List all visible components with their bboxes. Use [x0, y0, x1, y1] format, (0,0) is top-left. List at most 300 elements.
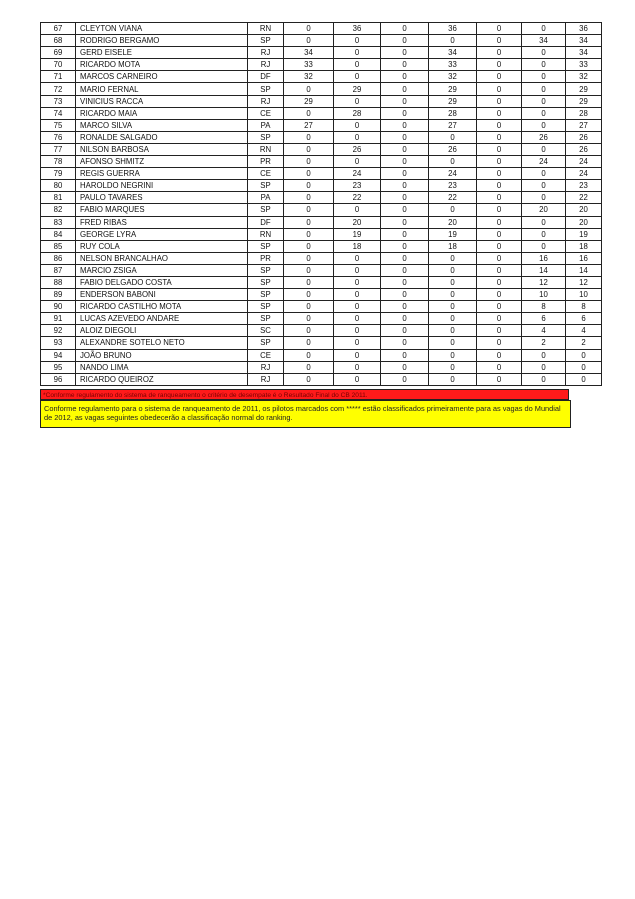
table-row: [41, 252, 602, 264]
table-row: [41, 216, 602, 228]
score-4-cell: 0: [477, 59, 522, 71]
score-2-cell: 36: [334, 23, 381, 35]
score-1-cell: 0: [284, 289, 334, 301]
pilot-name-cell: NELSON BRANCALHAO: [76, 252, 248, 264]
score-1-cell: 0: [284, 264, 334, 276]
pilot-name-cell: RICARDO MAIA: [76, 107, 248, 119]
subtotal-cell: 28: [429, 107, 477, 119]
score-5-cell: 0: [522, 95, 566, 107]
rank-cell: 82: [41, 204, 76, 216]
score-1-cell: 0: [284, 131, 334, 143]
rank-cell: 91: [41, 313, 76, 325]
score-3-cell: 0: [381, 349, 429, 361]
score-3-cell: 0: [381, 107, 429, 119]
score-4-cell: 0: [477, 83, 522, 95]
score-1-cell: 0: [284, 301, 334, 313]
score-3-cell: 0: [381, 264, 429, 276]
score-4-cell: 0: [477, 361, 522, 373]
state-cell: RJ: [248, 95, 284, 107]
score-4-cell: 0: [477, 216, 522, 228]
score-3-cell: 0: [381, 216, 429, 228]
total-cell: 29: [566, 95, 602, 107]
subtotal-cell: 0: [429, 349, 477, 361]
table-row: [41, 83, 602, 95]
score-1-cell: 0: [284, 325, 334, 337]
total-cell: 20: [566, 216, 602, 228]
state-cell: SP: [248, 276, 284, 288]
score-5-cell: 12: [522, 276, 566, 288]
subtotal-cell: 26: [429, 143, 477, 155]
score-5-cell: 8: [522, 301, 566, 313]
table-row: [41, 131, 602, 143]
score-3-cell: 0: [381, 35, 429, 47]
score-3-cell: 0: [381, 373, 429, 385]
score-3-cell: 0: [381, 71, 429, 83]
rank-cell: 88: [41, 276, 76, 288]
pilot-name-cell: RICARDO CASTILHO MOTA: [76, 301, 248, 313]
total-cell: 22: [566, 192, 602, 204]
table-row: [41, 143, 602, 155]
rank-cell: 81: [41, 192, 76, 204]
score-5-cell: 20: [522, 204, 566, 216]
total-cell: 34: [566, 35, 602, 47]
rank-cell: 69: [41, 47, 76, 59]
score-1-cell: 0: [284, 240, 334, 252]
rank-cell: 94: [41, 349, 76, 361]
rank-cell: 93: [41, 337, 76, 349]
state-cell: RJ: [248, 59, 284, 71]
state-cell: RN: [248, 143, 284, 155]
score-5-cell: 0: [522, 216, 566, 228]
state-cell: PR: [248, 156, 284, 168]
score-1-cell: 0: [284, 252, 334, 264]
table-row: [41, 107, 602, 119]
pilot-name-cell: FRED RIBAS: [76, 216, 248, 228]
score-1-cell: 29: [284, 95, 334, 107]
total-cell: 0: [566, 349, 602, 361]
score-1-cell: 0: [284, 143, 334, 155]
score-2-cell: 28: [334, 107, 381, 119]
score-1-cell: 0: [284, 276, 334, 288]
score-2-cell: 0: [334, 252, 381, 264]
score-2-cell: 0: [334, 373, 381, 385]
rank-cell: 75: [41, 119, 76, 131]
score-2-cell: 0: [334, 264, 381, 276]
score-5-cell: 4: [522, 325, 566, 337]
score-3-cell: 0: [381, 313, 429, 325]
subtotal-cell: 20: [429, 216, 477, 228]
score-2-cell: 0: [334, 131, 381, 143]
score-5-cell: 0: [522, 23, 566, 35]
rank-cell: 83: [41, 216, 76, 228]
table-row: [41, 276, 602, 288]
score-4-cell: 0: [477, 301, 522, 313]
subtotal-cell: 0: [429, 325, 477, 337]
score-5-cell: 0: [522, 168, 566, 180]
score-2-cell: 0: [334, 156, 381, 168]
score-2-cell: 19: [334, 228, 381, 240]
score-2-cell: 0: [334, 325, 381, 337]
subtotal-cell: 0: [429, 289, 477, 301]
pilot-name-cell: GEORGE LYRA: [76, 228, 248, 240]
rank-cell: 85: [41, 240, 76, 252]
pilot-name-cell: AFONSO SHMITZ: [76, 156, 248, 168]
score-2-cell: 24: [334, 168, 381, 180]
state-cell: SP: [248, 35, 284, 47]
total-cell: 26: [566, 131, 602, 143]
score-5-cell: 0: [522, 240, 566, 252]
score-1-cell: 27: [284, 119, 334, 131]
score-5-cell: 0: [522, 349, 566, 361]
subtotal-cell: 0: [429, 313, 477, 325]
rank-cell: 95: [41, 361, 76, 373]
score-3-cell: 0: [381, 143, 429, 155]
state-cell: CE: [248, 349, 284, 361]
table-body: [41, 23, 602, 386]
total-cell: 2: [566, 337, 602, 349]
score-2-cell: 0: [334, 349, 381, 361]
rank-cell: 73: [41, 95, 76, 107]
subtotal-cell: 33: [429, 59, 477, 71]
score-1-cell: 0: [284, 204, 334, 216]
total-cell: 18: [566, 240, 602, 252]
state-cell: SP: [248, 264, 284, 276]
pilot-name-cell: MARCO SILVA: [76, 119, 248, 131]
state-cell: RJ: [248, 373, 284, 385]
table-row: [41, 47, 602, 59]
table-row: [41, 337, 602, 349]
score-5-cell: 2: [522, 337, 566, 349]
score-2-cell: 0: [334, 361, 381, 373]
pilot-name-cell: MARCIO ZSIGA: [76, 264, 248, 276]
pilot-name-cell: RICARDO QUEIROZ: [76, 373, 248, 385]
state-cell: SP: [248, 131, 284, 143]
pilot-name-cell: MARCOS CARNEIRO: [76, 71, 248, 83]
score-3-cell: 0: [381, 119, 429, 131]
total-cell: 12: [566, 276, 602, 288]
table-row: [41, 180, 602, 192]
score-2-cell: 26: [334, 143, 381, 155]
score-4-cell: 0: [477, 313, 522, 325]
state-cell: RJ: [248, 361, 284, 373]
state-cell: SP: [248, 180, 284, 192]
score-5-cell: 0: [522, 180, 566, 192]
score-3-cell: 0: [381, 361, 429, 373]
subtotal-cell: 29: [429, 95, 477, 107]
score-3-cell: 0: [381, 276, 429, 288]
rank-cell: 68: [41, 35, 76, 47]
subtotal-cell: 27: [429, 119, 477, 131]
table-row: [41, 228, 602, 240]
score-3-cell: 0: [381, 325, 429, 337]
score-2-cell: 0: [334, 289, 381, 301]
score-4-cell: 0: [477, 289, 522, 301]
score-2-cell: 0: [334, 119, 381, 131]
state-cell: DF: [248, 216, 284, 228]
table-row: [41, 35, 602, 47]
rank-cell: 79: [41, 168, 76, 180]
state-cell: CE: [248, 107, 284, 119]
score-2-cell: 0: [334, 71, 381, 83]
pilot-name-cell: REGIS GUERRA: [76, 168, 248, 180]
state-cell: PA: [248, 192, 284, 204]
subtotal-cell: 24: [429, 168, 477, 180]
subtotal-cell: 23: [429, 180, 477, 192]
score-4-cell: 0: [477, 35, 522, 47]
score-4-cell: 0: [477, 107, 522, 119]
pilot-name-cell: MARIO FERNAL: [76, 83, 248, 95]
total-cell: 33: [566, 59, 602, 71]
state-cell: CE: [248, 168, 284, 180]
pilot-name-cell: HAROLDO NEGRINI: [76, 180, 248, 192]
table-row: [41, 373, 602, 385]
ranking-table: [40, 22, 602, 386]
score-5-cell: 34: [522, 35, 566, 47]
score-2-cell: 29: [334, 83, 381, 95]
total-cell: 28: [566, 107, 602, 119]
score-5-cell: 6: [522, 313, 566, 325]
pilot-name-cell: NANDO LIMA: [76, 361, 248, 373]
pilot-name-cell: FABIO DELGADO COSTA: [76, 276, 248, 288]
rank-cell: 86: [41, 252, 76, 264]
rank-cell: 84: [41, 228, 76, 240]
score-3-cell: 0: [381, 289, 429, 301]
score-3-cell: 0: [381, 168, 429, 180]
rank-cell: 72: [41, 83, 76, 95]
score-1-cell: 34: [284, 47, 334, 59]
score-1-cell: 0: [284, 313, 334, 325]
table-row: [41, 204, 602, 216]
rank-cell: 70: [41, 59, 76, 71]
score-4-cell: 0: [477, 95, 522, 107]
subtotal-cell: 0: [429, 131, 477, 143]
total-cell: 29: [566, 83, 602, 95]
score-4-cell: 0: [477, 23, 522, 35]
score-1-cell: 0: [284, 192, 334, 204]
rank-cell: 87: [41, 264, 76, 276]
rank-cell: 71: [41, 71, 76, 83]
score-3-cell: 0: [381, 131, 429, 143]
score-1-cell: 0: [284, 361, 334, 373]
score-5-cell: 14: [522, 264, 566, 276]
score-3-cell: 0: [381, 83, 429, 95]
score-2-cell: 0: [334, 59, 381, 71]
total-cell: 26: [566, 143, 602, 155]
score-2-cell: 0: [334, 47, 381, 59]
tiebreak-note: *Conforme regulamento do sistema de ranqueamento o critério de desempate é o Resultado Final do CB 2011.: [40, 389, 569, 400]
score-3-cell: 0: [381, 240, 429, 252]
total-cell: 19: [566, 228, 602, 240]
score-5-cell: 16: [522, 252, 566, 264]
pilot-name-cell: NILSON BARBOSA: [76, 143, 248, 155]
rank-cell: 96: [41, 373, 76, 385]
state-cell: SC: [248, 325, 284, 337]
score-3-cell: 0: [381, 204, 429, 216]
total-cell: 24: [566, 168, 602, 180]
score-1-cell: 0: [284, 156, 334, 168]
subtotal-cell: 19: [429, 228, 477, 240]
subtotal-cell: 32: [429, 71, 477, 83]
subtotal-cell: 0: [429, 156, 477, 168]
table-row: [41, 325, 602, 337]
pilot-name-cell: RICARDO MOTA: [76, 59, 248, 71]
score-3-cell: 0: [381, 47, 429, 59]
score-2-cell: 23: [334, 180, 381, 192]
score-5-cell: 0: [522, 107, 566, 119]
score-4-cell: 0: [477, 204, 522, 216]
score-1-cell: 0: [284, 216, 334, 228]
subtotal-cell: 0: [429, 361, 477, 373]
score-5-cell: 0: [522, 192, 566, 204]
score-5-cell: 0: [522, 228, 566, 240]
pilot-name-cell: LUCAS AZEVEDO ANDARE: [76, 313, 248, 325]
pilot-name-cell: ENDERSON BABONI: [76, 289, 248, 301]
score-4-cell: 0: [477, 119, 522, 131]
state-cell: PR: [248, 252, 284, 264]
total-cell: 0: [566, 361, 602, 373]
score-4-cell: 0: [477, 325, 522, 337]
state-cell: PA: [248, 119, 284, 131]
score-1-cell: 0: [284, 373, 334, 385]
state-cell: RN: [248, 228, 284, 240]
score-1-cell: 0: [284, 180, 334, 192]
rank-cell: 77: [41, 143, 76, 155]
table-row: [41, 264, 602, 276]
score-2-cell: 0: [334, 35, 381, 47]
rank-cell: 80: [41, 180, 76, 192]
subtotal-cell: 0: [429, 264, 477, 276]
state-cell: DF: [248, 71, 284, 83]
score-1-cell: 32: [284, 71, 334, 83]
subtotal-cell: 34: [429, 47, 477, 59]
subtotal-cell: 0: [429, 252, 477, 264]
score-5-cell: 0: [522, 373, 566, 385]
total-cell: 16: [566, 252, 602, 264]
state-cell: SP: [248, 204, 284, 216]
score-3-cell: 0: [381, 95, 429, 107]
pilot-name-cell: ALEXANDRE SOTELO NETO: [76, 337, 248, 349]
state-cell: SP: [248, 301, 284, 313]
subtotal-cell: 36: [429, 23, 477, 35]
score-3-cell: 0: [381, 180, 429, 192]
score-1-cell: 0: [284, 337, 334, 349]
score-3-cell: 0: [381, 228, 429, 240]
score-4-cell: 0: [477, 131, 522, 143]
table-row: [41, 289, 602, 301]
score-4-cell: 0: [477, 240, 522, 252]
score-5-cell: 0: [522, 47, 566, 59]
score-3-cell: 0: [381, 337, 429, 349]
rank-cell: 76: [41, 131, 76, 143]
score-4-cell: 0: [477, 180, 522, 192]
table-row: [41, 59, 602, 71]
subtotal-cell: 0: [429, 276, 477, 288]
score-5-cell: 0: [522, 143, 566, 155]
score-4-cell: 0: [477, 252, 522, 264]
score-1-cell: 33: [284, 59, 334, 71]
score-4-cell: 0: [477, 71, 522, 83]
table-row: [41, 192, 602, 204]
state-cell: SP: [248, 337, 284, 349]
pilot-name-cell: FABIO MARQUES: [76, 204, 248, 216]
score-4-cell: 0: [477, 192, 522, 204]
score-4-cell: 0: [477, 264, 522, 276]
total-cell: 6: [566, 313, 602, 325]
table-row: [41, 168, 602, 180]
score-1-cell: 0: [284, 83, 334, 95]
score-5-cell: 10: [522, 289, 566, 301]
score-2-cell: 0: [334, 204, 381, 216]
total-cell: 14: [566, 264, 602, 276]
score-3-cell: 0: [381, 252, 429, 264]
pilot-name-cell: PAULO TAVARES: [76, 192, 248, 204]
subtotal-cell: 22: [429, 192, 477, 204]
score-4-cell: 0: [477, 47, 522, 59]
score-1-cell: 0: [284, 349, 334, 361]
state-cell: RJ: [248, 47, 284, 59]
pilot-name-cell: ALOIZ DIEGOLI: [76, 325, 248, 337]
score-4-cell: 0: [477, 156, 522, 168]
score-2-cell: 0: [334, 301, 381, 313]
score-1-cell: 0: [284, 107, 334, 119]
score-2-cell: 0: [334, 276, 381, 288]
rank-cell: 78: [41, 156, 76, 168]
rank-cell: 90: [41, 301, 76, 313]
table-row: [41, 361, 602, 373]
score-4-cell: 0: [477, 143, 522, 155]
score-4-cell: 0: [477, 168, 522, 180]
total-cell: 24: [566, 156, 602, 168]
subtotal-cell: 0: [429, 204, 477, 216]
total-cell: 10: [566, 289, 602, 301]
state-cell: SP: [248, 83, 284, 95]
score-5-cell: 26: [522, 131, 566, 143]
score-5-cell: 0: [522, 361, 566, 373]
score-5-cell: 0: [522, 71, 566, 83]
score-5-cell: 0: [522, 119, 566, 131]
subtotal-cell: 0: [429, 373, 477, 385]
table-row: [41, 95, 602, 107]
score-1-cell: 0: [284, 23, 334, 35]
pilot-name-cell: RODRIGO BERGAMO: [76, 35, 248, 47]
table-row: [41, 71, 602, 83]
score-4-cell: 0: [477, 337, 522, 349]
score-2-cell: 18: [334, 240, 381, 252]
score-4-cell: 0: [477, 373, 522, 385]
state-cell: RN: [248, 23, 284, 35]
pilot-name-cell: JOÃO BRUNO: [76, 349, 248, 361]
table-row: [41, 349, 602, 361]
score-3-cell: 0: [381, 156, 429, 168]
score-5-cell: 0: [522, 59, 566, 71]
table-row: [41, 313, 602, 325]
score-3-cell: 0: [381, 301, 429, 313]
subtotal-cell: 29: [429, 83, 477, 95]
rank-cell: 74: [41, 107, 76, 119]
rank-cell: 89: [41, 289, 76, 301]
state-cell: SP: [248, 313, 284, 325]
table-row: [41, 23, 602, 35]
state-cell: SP: [248, 240, 284, 252]
state-cell: SP: [248, 289, 284, 301]
total-cell: 20: [566, 204, 602, 216]
table-row: [41, 156, 602, 168]
score-4-cell: 0: [477, 276, 522, 288]
score-2-cell: 22: [334, 192, 381, 204]
table-row: [41, 301, 602, 313]
score-1-cell: 0: [284, 228, 334, 240]
total-cell: 0: [566, 373, 602, 385]
